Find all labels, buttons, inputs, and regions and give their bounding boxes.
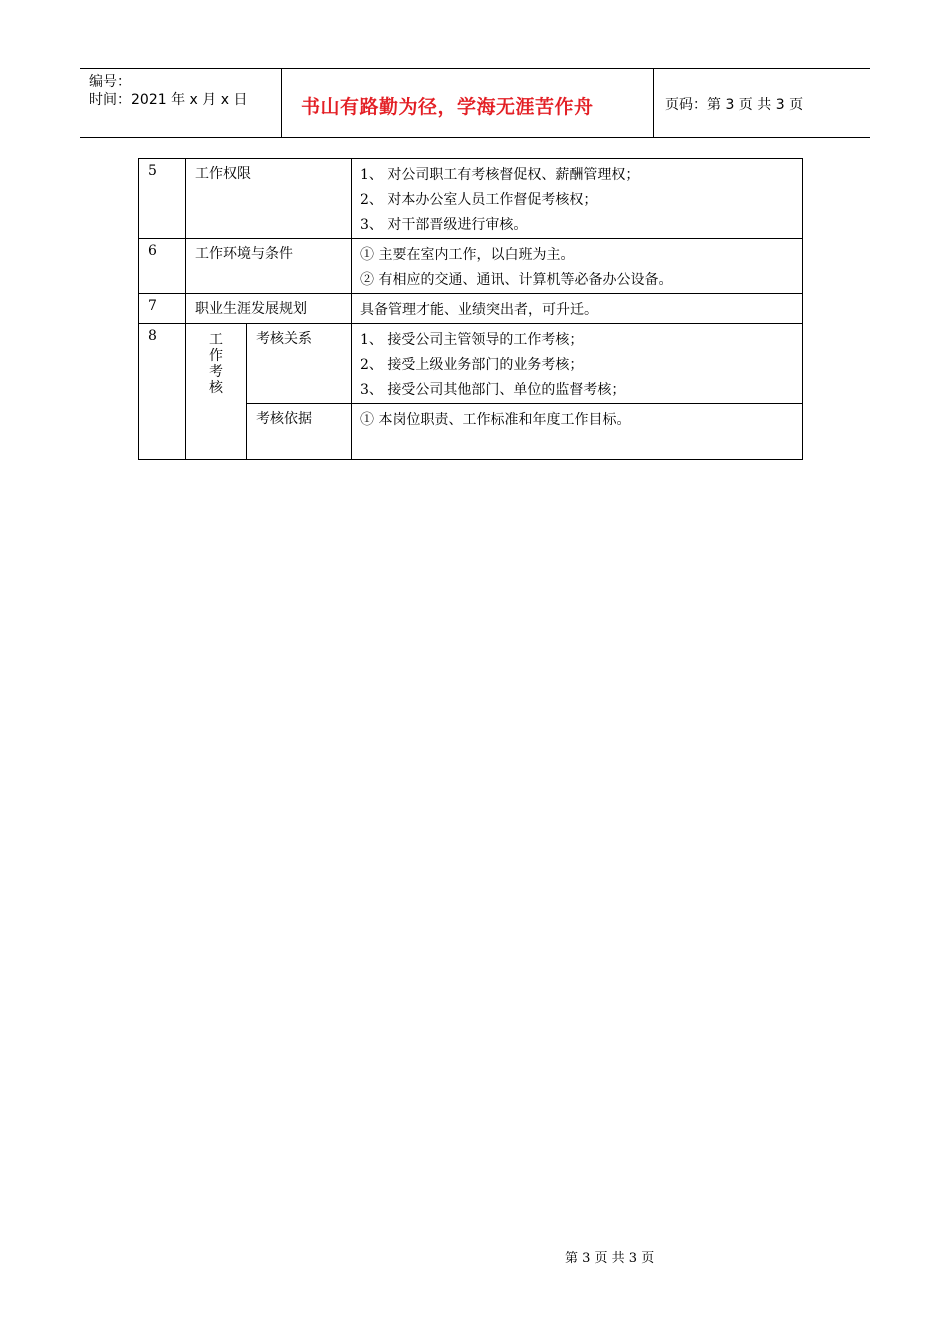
job-description-table <box>138 158 803 460</box>
label-char: 作 <box>209 348 223 364</box>
time-label: 时间：2021 年 x 月 x 日 <box>89 92 248 108</box>
list-item: ② 有相应的交通、通讯、计算机等必备办公设备。 <box>360 272 673 288</box>
table-row <box>139 324 803 404</box>
row-label-vertical <box>186 324 247 460</box>
list-item: ① 主要在室内工作，以白班为主。 <box>360 247 575 263</box>
table-row <box>139 294 803 324</box>
sub-label: 考核关系 <box>247 324 352 404</box>
label-char: 核 <box>209 380 223 396</box>
row-label: 工作环境与条件 <box>186 239 352 294</box>
row-content <box>352 404 803 460</box>
page-footer: 第 3 页 共 3 页 <box>565 1251 655 1266</box>
label-char: 工 <box>209 332 223 348</box>
row-content <box>352 324 803 404</box>
row-number: 8 <box>139 324 186 460</box>
motto: 书山有路勤为径，学海无涯苦作舟 <box>301 96 594 118</box>
list-item: ① 本岗位职责、工作标准和年度工作目标。 <box>360 412 631 428</box>
page-label: 页码：第 3 页 共 3 页 <box>665 97 804 113</box>
header-motto-cell <box>281 69 654 137</box>
table-row <box>139 239 803 294</box>
row-content <box>352 294 803 324</box>
list-item: 3、 对干部晋级进行审核。 <box>360 217 528 233</box>
row-number: 5 <box>139 159 186 239</box>
label-char: 考 <box>209 364 223 380</box>
list-item: 3、 接受公司其他部门、单位的监督考核； <box>360 382 626 398</box>
row-content <box>352 159 803 239</box>
sub-label: 考核依据 <box>247 404 352 460</box>
table-row <box>139 159 803 239</box>
row-label: 工作权限 <box>186 159 352 239</box>
list-item: 具备管理才能、业绩突出者，可升迁。 <box>360 302 598 318</box>
row-label: 职业生涯发展规划 <box>186 294 352 324</box>
row-number: 7 <box>139 294 186 324</box>
list-item: 1、 对公司职工有考核督促权、薪酬管理权； <box>360 167 640 183</box>
number-label: 编号： <box>89 74 131 90</box>
row-number: 6 <box>139 239 186 294</box>
row-content <box>352 239 803 294</box>
list-item: 2、 对本办公室人员工作督促考核权； <box>360 192 598 208</box>
page-header <box>80 68 870 138</box>
list-item: 2、 接受上级业务部门的业务考核； <box>360 357 584 373</box>
list-item: 1、 接受公司主管领导的工作考核； <box>360 332 584 348</box>
header-meta <box>80 69 282 137</box>
